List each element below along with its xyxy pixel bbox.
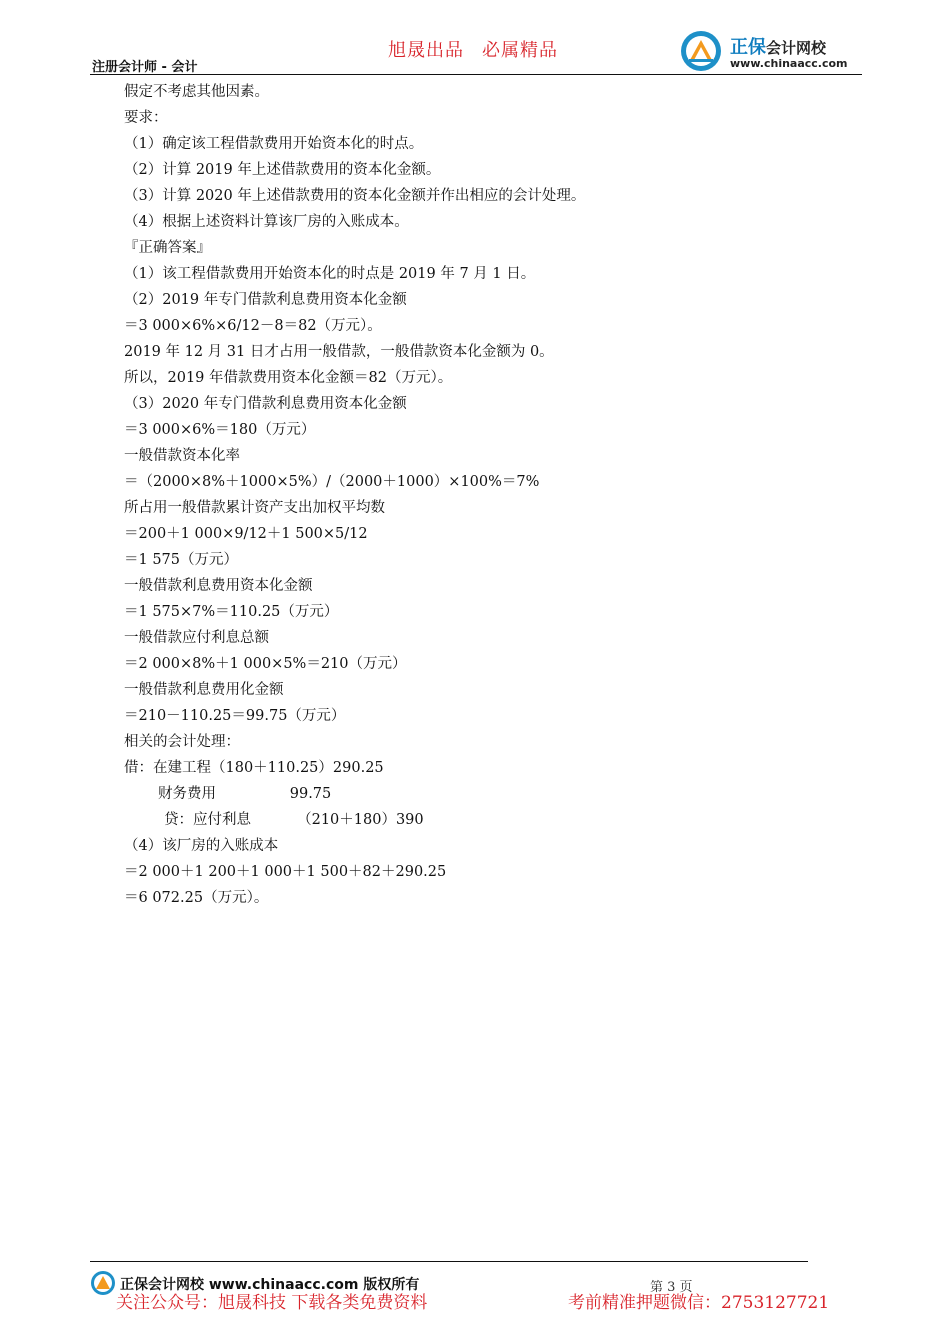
logo-name (730, 33, 826, 59)
footer-copyright: 正保会计网校 www.chinaacc.com 版权所有 (120, 1277, 420, 1293)
header-divider (90, 74, 862, 75)
text-line: 一般借款利息费用化金额 (124, 682, 284, 698)
formula-line: ＝2 000＋1 200＋1 000＋1 500＋82＋290.25 (124, 864, 447, 880)
text-line: 2019 年 12 月 31 日才占用一般借款，一般借款资本化金额为 0。 (124, 344, 554, 360)
promo-wechat-contact: 考前精准押题微信：2753127721 (568, 1293, 830, 1313)
slogan-part-2: 必属精品 (482, 40, 558, 61)
formula-line: ＝200＋1 000×9/12＋1 500×5/12 (124, 526, 368, 542)
text-line: （4）该厂房的入账成本 (124, 838, 279, 854)
footer-divider (90, 1261, 808, 1262)
formula-line: ＝6 072.25（万元）。 (124, 890, 269, 906)
answer-heading: 『正确答案』 (124, 240, 211, 256)
text-line: （4）根据上述资料计算该厂房的入账成本。 (124, 214, 409, 230)
logo-mark-icon (680, 30, 722, 72)
chinaacc-logo (680, 30, 870, 74)
text-line: 相关的会计处理： (124, 734, 240, 750)
formula-line: ＝3 000×6%＝180（万元） (124, 422, 316, 438)
page-number: 第 3 页 (650, 1280, 693, 1295)
text-line: （1）该工程借款费用开始资本化的时点是 2019 年 7 月 1 日。 (124, 266, 536, 282)
text-line: 所占用一般借款累计资产支出加权平均数 (124, 500, 385, 516)
logo-name-main: 正保 (730, 37, 766, 58)
promo-wechat-account: 关注公众号：旭晟科技 下载各类免费资料 (116, 1293, 428, 1313)
formula-line: ＝2 000×8%＋1 000×5%＝210（万元） (124, 656, 407, 672)
text-line: （1）确定该工程借款费用开始资本化的时点。 (124, 136, 424, 152)
header-slogan (388, 36, 576, 62)
text-line: 一般借款利息费用资本化金额 (124, 578, 313, 594)
logo-name-suffix: 会计网校 (766, 39, 827, 57)
logo-url: www.chinaacc.com (730, 57, 848, 70)
course-title: 注册会计师 - 会计 (92, 60, 198, 75)
journal-entry-debit-2: 财务费用 99.75 (158, 786, 332, 802)
text-line: 要求： (124, 110, 168, 126)
text-line: 假定不考虑其他因素。 (124, 84, 269, 100)
formula-line: ＝3 000×6%×6/12－8＝82（万元）。 (124, 318, 382, 334)
text-line: 一般借款应付利息总额 (124, 630, 269, 646)
text-line: （3）2020 年专门借款利息费用资本化金额 (124, 396, 407, 412)
text-line: 一般借款资本化率 (124, 448, 240, 464)
formula-line: ＝1 575×7%＝110.25（万元） (124, 604, 339, 620)
journal-entry-credit: 贷：应付利息 （210＋180）390 (164, 812, 424, 828)
formula-line: ＝1 575（万元） (124, 552, 239, 568)
text-line: （2）2019 年专门借款利息费用资本化金额 (124, 292, 407, 308)
slogan-part-1: 旭晟出品 (388, 40, 464, 61)
journal-entry-debit: 借：在建工程（180＋110.25）290.25 (124, 760, 384, 776)
text-line: 所以，2019 年借款费用资本化金额＝82（万元）。 (124, 370, 453, 386)
footer-logo-icon (90, 1270, 116, 1296)
formula-line: ＝（2000×8%＋1000×5%）/（2000＋1000）×100%＝7% (124, 474, 540, 490)
formula-line: ＝210－110.25＝99.75（万元） (124, 708, 346, 724)
text-line: （3）计算 2020 年上述借款费用的资本化金额并作出相应的会计处理。 (124, 188, 586, 204)
document-body (124, 79, 844, 911)
text-line: （2）计算 2019 年上述借款费用的资本化金额。 (124, 162, 441, 178)
page-header (0, 0, 950, 80)
